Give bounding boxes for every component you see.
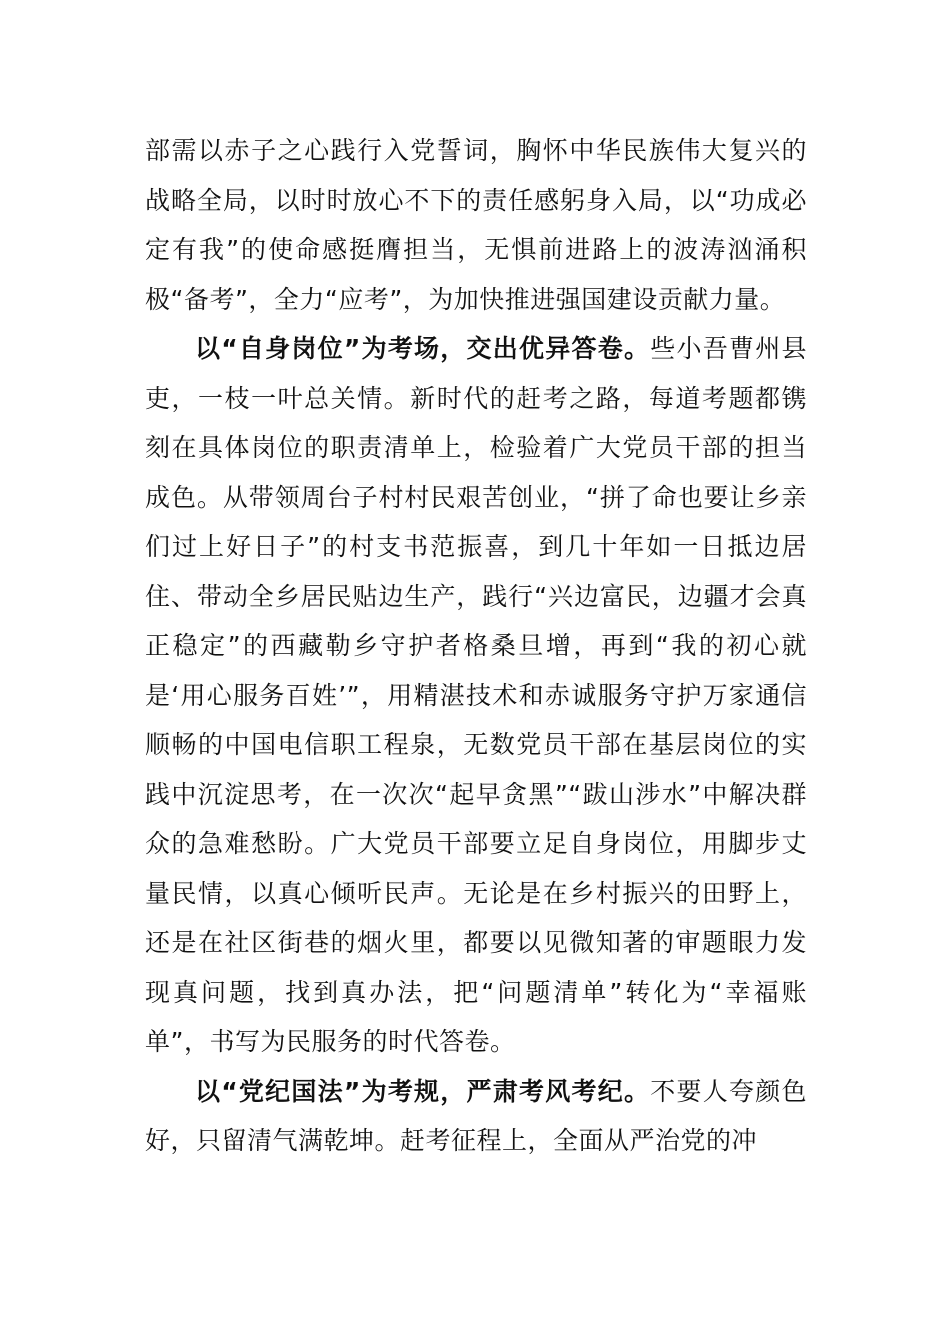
paragraph-lead-heading: 以“自身岗位”为考场，交出优异答卷。	[195, 334, 651, 363]
paragraph-text: 些小吾曹州县吏，一枝一叶总关情。新时代的赶考之路，每道考题都镌刻在具体岗位的职责清单上，检验着广大党员干部的担当成色。从带领周台子村村民艰苦创业，“拼了命也要让乡亲们过上好日子”的村支书范振喜，到几十年如一日抵边居住、带动全乡居民贴边生产，践行“兴边富民，边疆才会真正稳定”的西藏勒乡守护者格桑旦增，再到“我的初心就是‘用心服务百姓’”，用精湛技术和赤诚服务守护万家通信顺畅的中国电信职工程泉，无数党员干部在基层岗位的实践中沉淀思考，在一次次“起早贪黑”“跋山涉水”中解决群众的急难愁盼。广大党员干部要立足自身岗位，用脚步丈量民情，以真心倾听民声。无论是在乡村振兴的田野上，还是在社区街巷的烟火里，都要以见微知著的审题眼力发现真问题，找到真办法，把“问题清单”转化为“幸福账单”，书写为民服务的时代答卷。	[145, 334, 807, 1056]
paragraph-discipline-as-rules	[145, 1067, 807, 1166]
paragraph-post-as-exam	[145, 324, 807, 1067]
document-body	[145, 126, 807, 1166]
paragraph-continued	[145, 126, 807, 324]
paragraph-text: 部需以赤子之心践行入党誓词，胸怀中华民族伟大复兴的战略全局，以时时放心不下的责任感躬身入局，以“功成必定有我”的使命感挺膺担当，无惧前进路上的波涛汹涌积极“备考”，全力“应考”，为加快推进强国建设贡献力量。	[145, 136, 807, 314]
paragraph-lead-heading: 以“党纪国法”为考规，严肃考风考纪。	[195, 1076, 651, 1106]
paragraph-text: 不要人夸颜色好，只留清气满乾坤。赶考征程上，全面从严治党的冲	[145, 1076, 807, 1155]
